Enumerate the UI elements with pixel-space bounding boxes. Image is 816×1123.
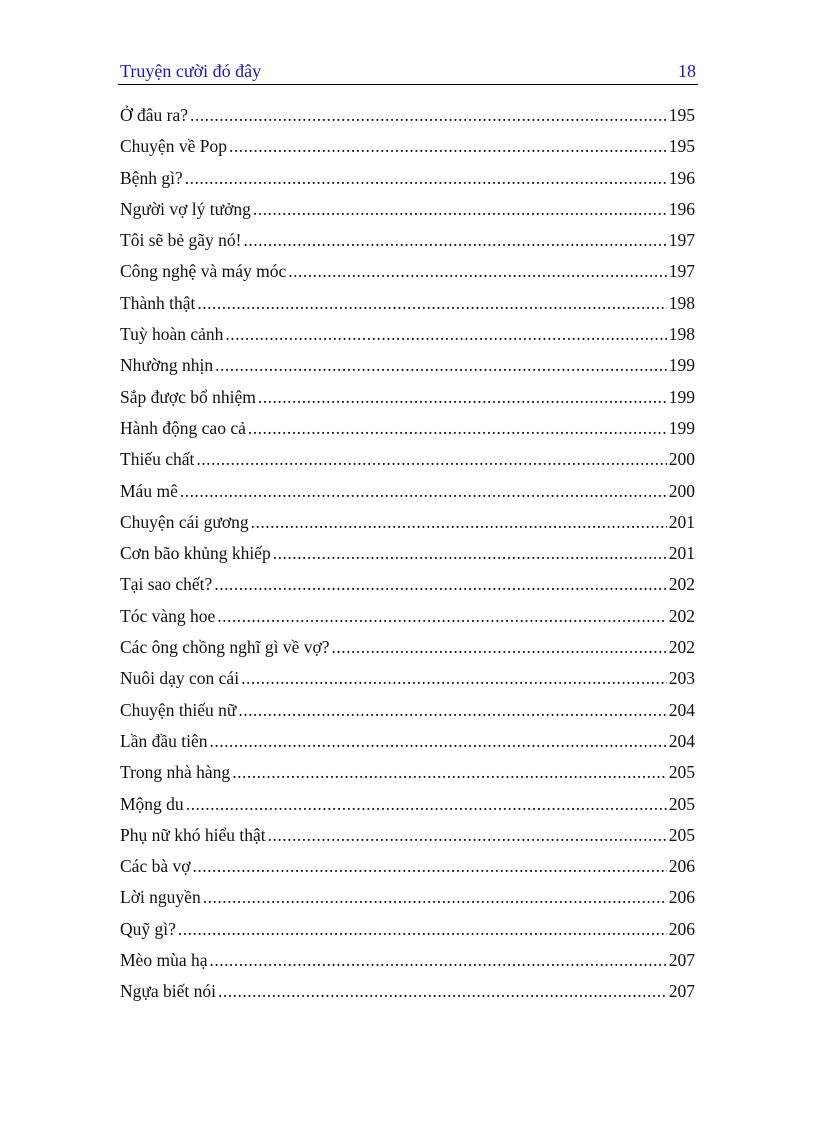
table-of-contents: [120, 100, 695, 1008]
toc-entry[interactable]: [120, 976, 695, 1007]
dot-leader: [178, 914, 667, 945]
toc-entry-page: 197: [668, 230, 695, 251]
toc-entry-title: Thiếu chất: [120, 449, 195, 470]
toc-entry[interactable]: [120, 726, 695, 757]
toc-entry-title: Ngựa biết nói: [120, 981, 216, 1002]
toc-entry-page: 205: [668, 824, 695, 845]
toc-entry-page: 207: [668, 981, 695, 1002]
toc-entry[interactable]: [120, 100, 695, 131]
toc-entry-title: Thành thật: [120, 292, 196, 313]
running-title: Truyện cười đó đây: [120, 61, 262, 81]
toc-entry-title: Các bà vợ: [120, 856, 191, 877]
toc-entry-page: 206: [668, 918, 695, 939]
toc-entry[interactable]: [120, 476, 695, 507]
toc-entry-page: 204: [668, 730, 695, 751]
toc-entry-page: 201: [668, 543, 695, 564]
toc-entry[interactable]: [120, 382, 695, 413]
toc-entry-page: 206: [668, 887, 695, 908]
toc-entry[interactable]: [120, 163, 695, 194]
toc-entry-title: Tại sao chết?: [120, 574, 213, 595]
toc-entry[interactable]: [120, 538, 695, 569]
toc-entry-page: 198: [668, 324, 695, 345]
toc-entry[interactable]: [120, 194, 695, 225]
toc-entry-page: 199: [668, 386, 695, 407]
toc-entry[interactable]: [120, 851, 695, 882]
toc-entry[interactable]: [120, 945, 695, 976]
toc-entry-page: 201: [668, 511, 695, 532]
toc-entry-page: 199: [668, 417, 695, 438]
toc-entry[interactable]: [120, 663, 695, 694]
toc-entry-page: 196: [668, 198, 695, 219]
dot-leader: [215, 350, 667, 381]
dot-leader: [185, 163, 667, 194]
toc-entry-page: 202: [668, 605, 695, 626]
dot-leader: [253, 194, 667, 225]
dot-leader: [244, 225, 667, 256]
dot-leader: [217, 601, 667, 632]
toc-entry-page: 206: [668, 856, 695, 877]
toc-entry-title: Nhường nhịn: [120, 355, 214, 376]
toc-entry-page: 205: [668, 793, 695, 814]
toc-entry[interactable]: [120, 350, 695, 381]
dot-leader: [218, 976, 667, 1007]
dot-leader: [209, 945, 666, 976]
toc-entry-title: Tóc vàng hoe: [120, 605, 216, 626]
toc-entry-page: 207: [668, 950, 695, 971]
toc-entry-title: Chuyện về Pop: [120, 136, 227, 157]
toc-entry-title: Máu mê: [120, 480, 178, 501]
toc-entry-title: Bệnh gì?: [120, 167, 183, 188]
dot-leader: [232, 757, 667, 788]
toc-entry[interactable]: [120, 256, 695, 287]
dot-leader: [268, 820, 667, 851]
toc-entry-title: Sắp được bổ nhiệm: [120, 386, 256, 407]
toc-entry[interactable]: [120, 882, 695, 913]
toc-entry-title: Người vợ lý tưởng: [120, 198, 251, 219]
dot-leader: [209, 726, 666, 757]
toc-entry[interactable]: [120, 632, 695, 663]
toc-entry[interactable]: [120, 569, 695, 600]
toc-entry[interactable]: [120, 789, 695, 820]
toc-entry-title: Cơn bão khủng khiếp: [120, 543, 271, 564]
toc-entry-title: Công nghệ và máy móc: [120, 261, 287, 282]
dot-leader: [203, 882, 667, 913]
toc-entry-title: Lời nguyền: [120, 887, 201, 908]
toc-entry-page: 204: [668, 699, 695, 720]
toc-entry-page: 205: [668, 762, 695, 783]
toc-entry-page: 202: [668, 637, 695, 658]
dot-leader: [186, 789, 667, 820]
toc-entry-title: Mèo mùa hạ: [120, 950, 208, 971]
toc-entry[interactable]: [120, 444, 695, 475]
toc-entry-title: Phụ nữ khó hiểu thật: [120, 824, 266, 845]
toc-entry[interactable]: [120, 131, 695, 162]
page-number: 18: [678, 61, 696, 81]
toc-entry-page: 198: [668, 292, 695, 313]
toc-entry-title: Chuyện cái gương: [120, 511, 249, 532]
dot-leader: [238, 695, 666, 726]
dot-leader: [332, 632, 667, 663]
toc-entry-page: 200: [668, 449, 695, 470]
dot-leader: [225, 319, 666, 350]
toc-entry-title: Mộng du: [120, 793, 184, 814]
toc-entry[interactable]: [120, 288, 695, 319]
toc-entry-page: 196: [668, 167, 695, 188]
dot-leader: [241, 663, 667, 694]
toc-entry[interactable]: [120, 820, 695, 851]
toc-entry-title: Hành động cao cả: [120, 417, 246, 438]
toc-entry-page: 197: [668, 261, 695, 282]
dot-leader: [288, 256, 667, 287]
dot-leader: [197, 288, 666, 319]
toc-entry-page: 199: [668, 355, 695, 376]
toc-entry[interactable]: [120, 601, 695, 632]
dot-leader: [273, 538, 667, 569]
toc-entry[interactable]: [120, 225, 695, 256]
toc-entry[interactable]: [120, 757, 695, 788]
toc-entry-title: Các ông chồng nghĩ gì về vợ?: [120, 637, 330, 658]
dot-leader: [258, 382, 667, 413]
dot-leader: [190, 100, 667, 131]
toc-entry-page: 195: [668, 136, 695, 157]
toc-entry[interactable]: [120, 507, 695, 538]
dot-leader: [180, 476, 667, 507]
toc-entry-title: Tôi sẽ bẻ gãy nó!: [120, 230, 242, 251]
dot-leader: [196, 444, 666, 475]
dot-leader: [229, 131, 667, 162]
toc-entry[interactable]: [120, 695, 695, 726]
toc-entry[interactable]: [120, 319, 695, 350]
toc-entry-page: 203: [668, 668, 695, 689]
page-header: [118, 60, 698, 85]
dot-leader: [248, 413, 667, 444]
toc-entry-title: Trong nhà hàng: [120, 762, 231, 783]
toc-entry-title: Ở đâu ra?: [120, 105, 189, 125]
toc-entry-title: Lần đầu tiên: [120, 730, 208, 751]
toc-entry-page: 202: [668, 574, 695, 595]
toc-entry-page: 200: [668, 480, 695, 501]
dot-leader: [251, 507, 667, 538]
toc-entry-title: Nuôi dạy con cái: [120, 668, 240, 689]
toc-entry-title: Chuyện thiếu nữ: [120, 699, 237, 720]
toc-entry[interactable]: [120, 914, 695, 945]
toc-entry[interactable]: [120, 413, 695, 444]
toc-entry-title: Quỹ gì?: [120, 918, 176, 939]
toc-entry-page: 195: [668, 105, 695, 125]
dot-leader: [214, 569, 666, 600]
dot-leader: [192, 851, 666, 882]
toc-entry-title: Tuỳ hoàn cảnh: [120, 324, 224, 345]
